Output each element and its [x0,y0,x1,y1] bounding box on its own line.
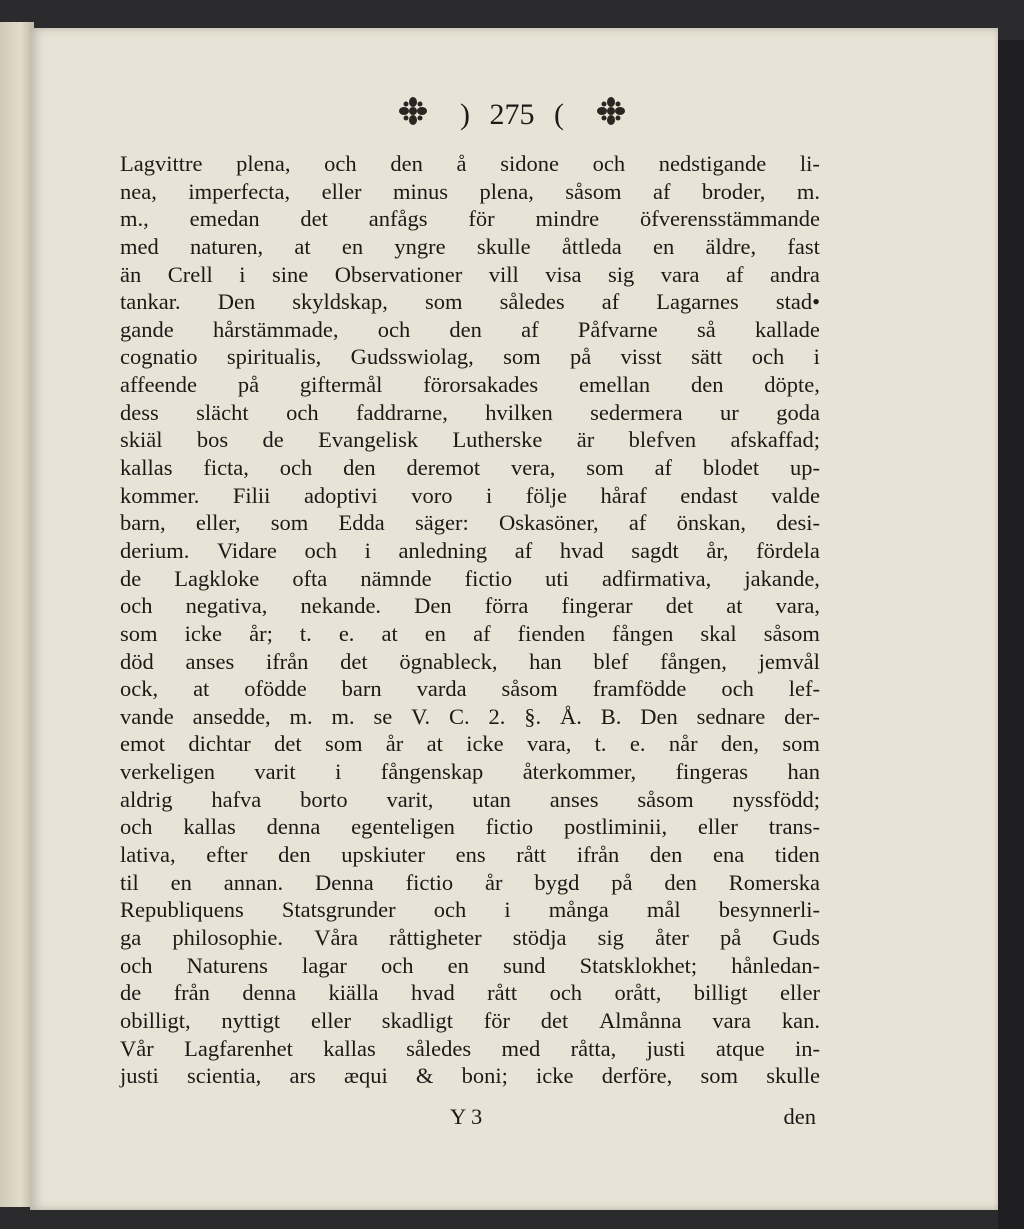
background-shadow [998,40,1024,1229]
text-line: til en annan. Denna fictio år bygd på den Romerska [120,869,820,895]
text-line: med naturen, at en yngre skulle åttleda en äldre, fast [120,233,820,259]
text-line: ock, at ofödde barn varda såsom framfödde och lef- [120,676,820,702]
page-header [0,96,1024,134]
body-text [120,150,820,1090]
text-line: tankar. Den skyldskap, som således af Lagarnes stad• [120,289,820,315]
text-line: lativa, efter den upskiuter ens rått ifrån den ena tiden [120,842,820,868]
text-line: och kallas denna egenteligen fictio postliminii, eller trans- [120,814,820,840]
fleuron-right-icon [596,96,626,134]
text-line: Republiquens Statsgrunder och i många mål besynnerli- [120,897,820,923]
text-line: skiäl bos de Evangelisk Lutherske är blefven afskaffad; [120,427,820,453]
text-line: dess slächt och faddrarne, hvilken sedermera ur goda [120,399,820,425]
text-line: och Naturens lagar och en sund Statsklokhet; hånledan- [120,952,820,978]
text-line: emot dichtar det som år at icke vara, t. e. når den, som [120,731,820,757]
text-line: verkeligen varit i fångenskap återkommer, fingeras han [120,759,820,785]
text-line: de Lagkloke ofta nämnde fictio uti adfirmativa, jakande, [120,565,820,591]
text-line: död anses ifrån det ögnableck, han blef fången, jemvål [120,648,820,674]
catchword: den [783,1104,816,1129]
text-line: vande ansedde, m. m. se V. C. 2. §. Å. B. Den sednare der- [120,703,820,729]
text-line: cognatio spiritualis, Gudsswiolag, som på visst sätt och i [120,344,820,370]
text-line: ga philosophie. Våra råttigheter stödja sig åter på Guds [120,924,820,950]
fleuron-left-icon [398,96,428,134]
text-line: som icke år; t. e. at en af fienden fången skal såsom [120,620,820,646]
text-line: Vår Lagfarenhet kallas således med råtta, justi atque in- [120,1035,820,1061]
text-line: derium. Vidare och i anledning af hvad sagdt år, fördela [120,537,820,563]
text-line: och negativa, nekande. Den förra fingerar det at vara, [120,593,820,619]
text-line: Lagvittre plena, och den å sidone och nedstigande li- [120,151,820,176]
left-page-edge [0,22,34,1207]
text-line: nea, imperfecta, eller minus plena, såsom af broder, m. [120,178,820,204]
text-line: obilligt, nyttigt eller skadligt för det Almånna vara kan. [120,1007,820,1033]
text-line: kallas ficta, och den deremot vera, som af blodet up- [120,455,820,481]
text-line: kommer. Filii adoptivi voro i följe håraf endast valde [120,482,820,508]
text-line: än Crell i sine Observationer vill visa sig vara af andra [120,261,820,287]
text-line: aldrig hafva borto varit, utan anses såsom nyssfödd; [120,786,820,812]
page-number-close: ( [554,98,565,131]
text-line: de från denna kiälla hvad rått och orått, billigt eller [120,980,820,1006]
page-number: 275 [489,98,535,131]
text-line: justi scientia, ars æqui & boni; icke derföre, som skulle [120,1063,820,1089]
text-line: gande hårstämmade, och den af Påfvarne så kallade [120,316,820,342]
signature-mark: Y 3 [450,1104,483,1129]
page-footer [120,1104,820,1134]
text-line: m., emedan det anfågs för mindre öfverensstämmande [120,206,820,232]
page-number-open: ) [459,98,470,131]
text-line: affeende på giftermål förorsakades emellan den döpte, [120,372,820,398]
text-line: barn, eller, som Edda säger: Oskasöner, af önskan, desi- [120,510,820,536]
